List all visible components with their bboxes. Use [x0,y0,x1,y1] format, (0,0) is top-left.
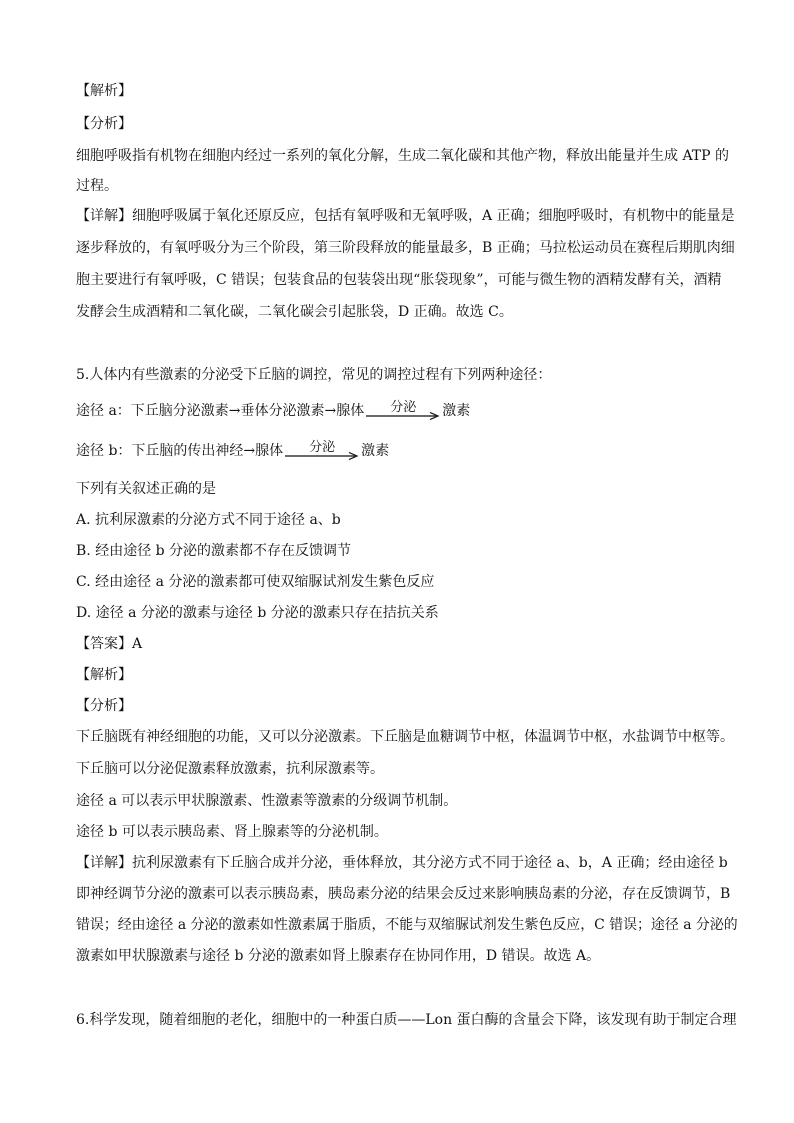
pathway-a-suffix: 激素 [442,403,471,419]
option-c: C. 经由途径 a 分泌的激素都可使双缩脲试剂发生紫色反应 [76,574,435,590]
answer: 【答案】A [76,636,143,652]
detail-text-line: 激素如甲状腺激素与途径 b 分泌的激素如肾上腺素存在协同作用，D 错误。故选 A。 [76,948,601,964]
fenxi-text-line: 途径 b 可以表示胰岛素、肾上腺素等的分泌机制。 [76,824,388,840]
analysis-heading: 【解析】 [76,83,132,99]
pathway-b-prefix: 途径 b：下丘脑的传出神经→腺体 [76,443,284,459]
analysis-heading: 【解析】 [76,667,132,683]
pathway-b-suffix: 激素 [361,443,390,459]
detail-text-line: 即神经调节分泌的激素可以表示胰岛素，胰岛素分泌的结果会反过来影响胰岛素的分泌，存在反馈调节，B [76,886,731,902]
detail-text-line: 【详解】抗利尿激素有下丘脑合成并分泌，垂体释放，其分泌方式不同于途径 a、b，A 正确；经由途径 b [76,855,728,871]
fenxi-text-line: 细胞呼吸指有机物在细胞内经过一系列的氧化分解，生成二氧化碳和其他产物，释放出能量并生成 ATP 的 [76,148,730,164]
pathway-a [76,396,470,420]
detail-text-line: 【详解】细胞呼吸属于氧化还原反应，包括有氧呼吸和无氧呼吸，A 正确；细胞呼吸时，有机物中的能量是 [76,208,735,224]
question-6-stem: 6.科学发现，随着细胞的老化，细胞中的一种蛋白质——Lon 蛋白酶的含量会下降，该发现有助于制定合理 [76,1012,737,1028]
detail-text-line: 胞主要进行有氧呼吸，C 错误；包装食品的包装袋出现“胀袋现象”，可能与微生物的酒精发酵有关，酒精 [76,272,722,288]
question-5-prompt: 下列有关叙述正确的是 [76,481,216,497]
option-d: D. 途径 a 分泌的激素与途径 b 分泌的激素只存在拮抗关系 [76,605,439,621]
detail-text-line: 发酵会生成酒精和二氧化碳，二氧化碳会引起胀袋，D 正确。故选 C。 [76,304,513,320]
pathway-a-prefix: 途径 a：下丘脑分泌激素→垂体分泌激素→腺体 [76,403,365,419]
fenxi-text-line: 下丘脑既有神经细胞的功能，又可以分泌激素。下丘脑是血糖调节中枢，体温调节中枢，水盐调节中枢等。 [76,729,734,745]
right-arrow-icon [366,412,440,420]
right-arrow-icon [285,452,359,460]
fenxi-heading: 【分析】 [76,698,132,714]
question-5-stem: 5.人体内有些激素的分泌受下丘脑的调控，常见的调控过程有下列两种途径： [76,367,552,383]
fenxi-heading: 【分析】 [76,116,132,132]
detail-text-line: 逐步释放的，有氧呼吸分为三个阶段，第三阶段释放的能量最多，B 正确；马拉松运动员在赛程后期肌肉细 [76,240,735,256]
arrow-label: 分泌 [309,440,336,455]
option-b: B. 经由途径 b 分泌的激素都不存在反馈调节 [76,543,352,559]
fenxi-text-line: 途径 a 可以表示甲状腺激素、性激素等激素的分级调节机制。 [76,793,458,809]
option-a: A. 抗利尿激素的分泌方式不同于途径 a、b [76,512,341,528]
secretion-arrow [366,398,440,420]
fenxi-text-line: 过程。 [76,178,118,194]
arrow-label: 分泌 [390,400,417,415]
fenxi-text-line: 下丘脑可以分泌促激素释放激素，抗利尿激素等。 [76,761,384,777]
pathway-b [76,436,389,460]
detail-text-line: 错误；经由途径 a 分泌的激素如性激素属于脂质，不能与双缩脲试剂发生紫色反应，C 错误；途径 a 分泌的 [76,917,738,933]
secretion-arrow [285,438,359,460]
